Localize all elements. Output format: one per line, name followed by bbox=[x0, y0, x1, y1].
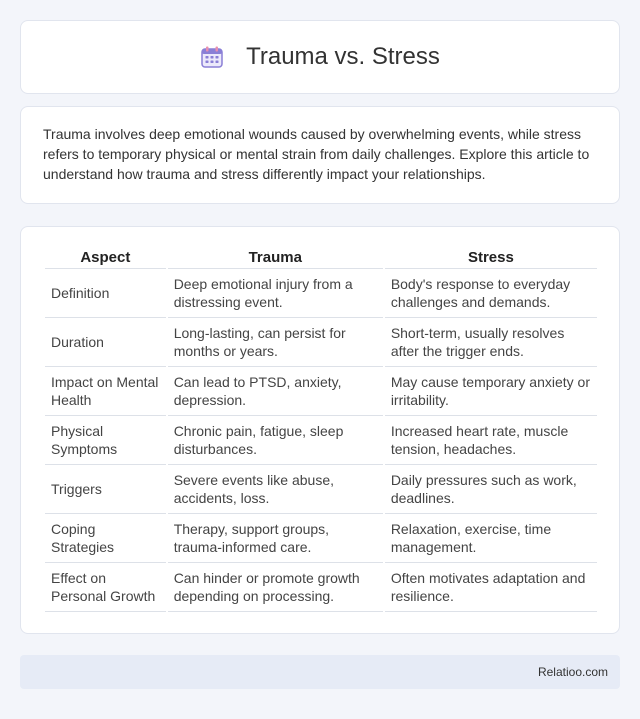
page-title: Trauma vs. Stress bbox=[246, 43, 440, 70]
stress-cell: Relaxation, exercise, time management. bbox=[385, 514, 597, 563]
aspect-cell: Impact on Mental Health bbox=[45, 367, 166, 416]
aspect-cell: Effect on Personal Growth bbox=[45, 563, 166, 612]
table-row bbox=[45, 318, 597, 367]
calendar-icon bbox=[200, 45, 224, 69]
stress-cell: Daily pressures such as work, deadlines. bbox=[385, 465, 597, 514]
trauma-cell: Long-lasting, can persist for months or years. bbox=[168, 318, 383, 367]
comparison-card bbox=[20, 226, 620, 634]
title-card bbox=[20, 20, 620, 94]
aspect-cell: Physical Symptoms bbox=[45, 416, 166, 465]
stress-cell: Short-term, usually resolves after the trigger ends. bbox=[385, 318, 597, 367]
aspect-cell: Triggers bbox=[45, 465, 166, 514]
comparison-table bbox=[43, 247, 599, 612]
table-header-row bbox=[45, 247, 597, 269]
stress-cell: Increased heart rate, muscle tension, headaches. bbox=[385, 416, 597, 465]
table-row bbox=[45, 465, 597, 514]
trauma-cell: Severe events like abuse, accidents, loss. bbox=[168, 465, 383, 514]
aspect-cell: Coping Strategies bbox=[45, 514, 166, 563]
trauma-cell: Can lead to PTSD, anxiety, depression. bbox=[168, 367, 383, 416]
trauma-cell: Can hinder or promote growth depending on processing. bbox=[168, 563, 383, 612]
stress-cell: Often motivates adaptation and resilience. bbox=[385, 563, 597, 612]
table-row bbox=[45, 367, 597, 416]
header-aspect: Aspect bbox=[45, 247, 166, 269]
intro-card bbox=[20, 106, 620, 204]
table-row bbox=[45, 269, 597, 318]
table-row bbox=[45, 514, 597, 563]
aspect-cell: Duration bbox=[45, 318, 166, 367]
footer bbox=[20, 655, 620, 689]
table-row bbox=[45, 563, 597, 612]
header-trauma: Trauma bbox=[168, 247, 383, 269]
header-stress: Stress bbox=[385, 247, 597, 269]
trauma-cell: Therapy, support groups, trauma-informed care. bbox=[168, 514, 383, 563]
footer-brand[interactable]: Relatioo.com bbox=[537, 665, 608, 679]
aspect-cell: Definition bbox=[45, 269, 166, 318]
table-row bbox=[45, 416, 597, 465]
intro-text: Trauma involves deep emotional wounds caused by overwhelming events, while stress refers to temporary physical or mental strain from daily challenges. Explore this article to understand how trauma and stress differently impact your relationships. bbox=[43, 126, 590, 182]
trauma-cell: Chronic pain, fatigue, sleep disturbances. bbox=[168, 416, 383, 465]
stress-cell: May cause temporary anxiety or irritability. bbox=[385, 367, 597, 416]
trauma-cell: Deep emotional injury from a distressing event. bbox=[168, 269, 383, 318]
stress-cell: Body's response to everyday challenges and demands. bbox=[385, 269, 597, 318]
